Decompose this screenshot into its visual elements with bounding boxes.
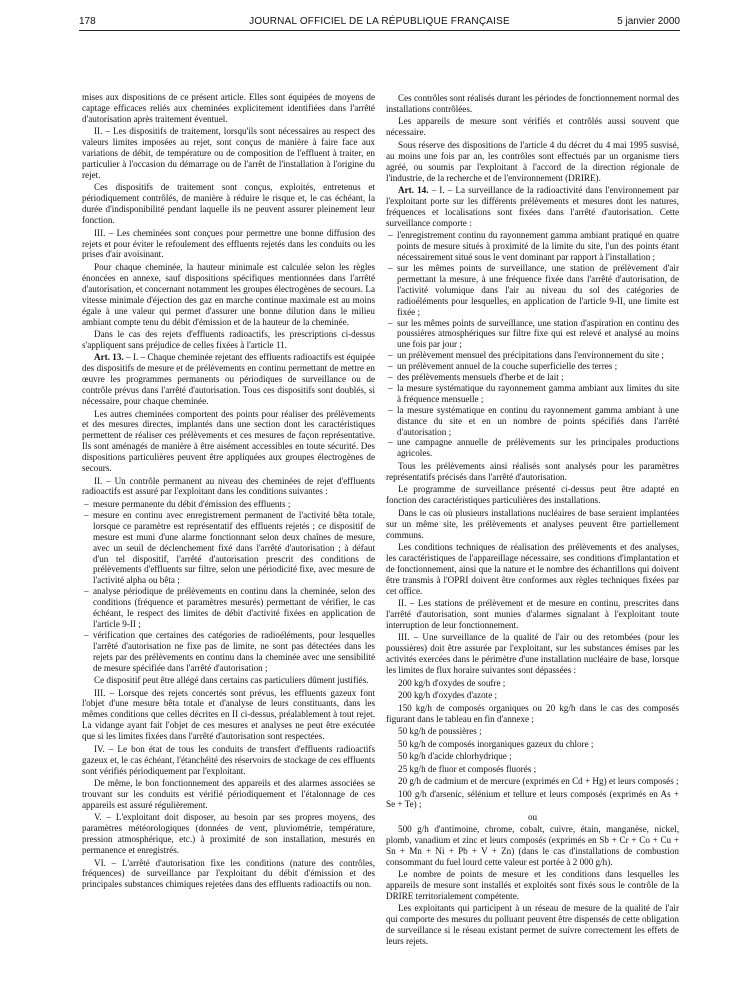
page-number: 178	[79, 16, 96, 27]
article-14-text: – I. – La surveillance de la radioactivité dans l'environnement par l'exploitant porte sur les différents prélèvements et mesures dont les natures, fréquences et localisations sont fixées dans l'arrêté d'autorisation. Cette surveillance comporte :	[386, 185, 679, 228]
list-item: – la mesure systématique du rayonnement gamma ambiant aux limites du site à fréquence mensuelle ;	[386, 383, 679, 405]
list-item: – mesure en continu avec enregistrement permanent de l'activité bêta totale, lorsque ce paramètre est représentatif des effluents rejetés ; ce dispositif de mesure est muni d'une alarme fonctionnant selon deux chaînes de mesure, avec un seuil de déclenchement fixé dans l'arrêté d'autorisation ; à défaut d'un tel dispositif, l'arrêté d'autorisation prescrit des conditions de prélèvements d'effluents sur filtre, selon une périodicité fixe, avec mesure de l'activité alpha ou bêta ;	[82, 510, 375, 586]
flux-limit: 200 kg/h d'oxydes d'azote ;	[398, 690, 498, 701]
conditions-list	[82, 499, 375, 674]
list-item: – un prélèvement mensuel des précipitations dans l'environnement du site ;	[386, 350, 679, 361]
list-item: – sur les mêmes points de surveillance, une station de prélèvement d'air permettant la mesure, à une fréquence fixée dans l'arrêté d'autorisation, de l'activité volumique dans l'air au niveau du sol des catégories de radioéléments pour lesquelles, en application de l'article 9-II, une limite est fixée ;	[386, 263, 679, 318]
article-14	[386, 185, 679, 229]
surveillance-list	[386, 230, 679, 459]
article-13-label: Art. 13.	[94, 352, 124, 363]
left-column	[82, 92, 375, 892]
list-item: – analyse périodique de prélèvements en continu dans la cheminée, selon des conditions (fréquence et paramètres mesurés) permettant de vérifier, le cas échéant, le respect des limites de débit d'activité fixées en application de l'article 9-II ;	[82, 586, 375, 630]
list-item: – une campagne annuelle de prélèvements sur les principales productions agricoles.	[386, 437, 679, 459]
paragraph: III. – Les cheminées sont conçues pour permettre une bonne diffusion des rejets et pour éviter le refoulement des effluents rejetés dans les conduits ou les prises d'air avoisinant.	[82, 227, 375, 260]
paragraph: Tous les prélèvements ainsi réalisés sont analysés pour les paramètres représentatifs précisés dans l'arrêté d'autorisation.	[386, 460, 679, 482]
paragraph: II. – Les dispositifs de traitement, lorsqu'ils sont nécessaires au respect des valeurs limites imposées au rejet, sont conçus de manière à faire face aux variations de débit, de température ou de composition de l'effluent à traiter, en particulier à l'occasion du démarrage ou de l'arrêt de l'installation à l'origine du rejet.	[82, 126, 375, 180]
paragraph: Les appareils de mesure sont vérifiés et contrôlés aussi souvent que nécessaire.	[386, 116, 679, 138]
article-14-label: Art. 14.	[398, 185, 429, 196]
list-item: – sur les mêmes points de surveillance, une station d'aspiration en continu des poussières atmosphériques sur filtre fixe qui est relevé et analysé au moins une fois par jour ;	[386, 318, 679, 351]
paragraph: Sous réserve des dispositions de l'article 4 du décret du 4 mai 1995 susvisé, au moins une fois par an, les contrôles sont effectués par un organisme tiers agréé, ou soumis par l'exploitant à l'accord de la direction régionale de l'industrie, de la recherche et de l'environnement (DRIRE).	[386, 139, 679, 183]
ou-separator: ou	[527, 811, 538, 822]
paragraph: V. – L'exploitant doit disposer, au besoin par ses propres moyens, des paramètres météorologiques (données de vent, pluviométrie, température, pression atmosphérique, etc.) à proximité de son installation, mesurés en permanence et enregistrés.	[82, 812, 375, 856]
list-item: – des prélèvements mensuels d'herbe et de lait ;	[386, 372, 679, 383]
flux-limit: 20 g/h de cadmium et de mercure (exprimés en Cd + Hg) et leurs composés ;	[398, 776, 679, 787]
list-item: – la mesure systématique en continu du rayonnement gamma ambiant à une distance du site et en un nombre de points spécifiés dans l'arrêté d'autorisation ;	[386, 405, 679, 438]
flux-limit: 200 kg/h d'oxydes de soufre ;	[398, 677, 506, 688]
page-header	[79, 14, 680, 31]
paragraph: VI. – L'arrêté d'autorisation fixe les conditions (nature des contrôles, fréquences) de surveillance par l'exploitant du débit d'émission et des principales substances chimiques rejetées dans des effluents radioactifs ou non.	[82, 857, 375, 890]
paragraph: II. – Les stations de prélèvement et de mesure en continu, prescrites dans l'arrêté d'autorisation, sont munies d'alarmes signalant à l'exploitant toute interruption de leur fonctionnement.	[386, 598, 679, 630]
list-item: – mesure permanente du débit d'émission des effluents ;	[82, 499, 375, 510]
paragraph: De même, le bon fonctionnement des appareils et des alarmes associées se trouvant sur les conduits est vérifié périodiquement et l'étalonnage de ces appareils est assuré régulièrement.	[82, 778, 375, 810]
flux-limit: 150 kg/h de composés organiques ou 20 kg/h dans le cas des composés figurant dans le tableau en fin d'annexe ;	[386, 702, 679, 724]
paragraph: Les exploitants qui participent à un réseau de mesure de la qualité de l'air qui comporte des mesures du polluant peuvent être dispensés de cette obligation de surveillance si le réseau existant permet de suivre correctement les effets de leurs rejets.	[386, 903, 679, 947]
paragraph: III. – Lorsque des rejets concertés sont prévus, les effluents gazeux font l'objet d'une mesure bêta totale et d'analyse de leurs constituants, dans les mêmes conditions que celles décrites en II ci-dessus, préalablement à tout rejet. La vidange ayant fait l'objet de ces mesures et analyses ne peut être exécutée que si les limites fixées dans l'arrêté d'autorisation sont respectées.	[82, 687, 375, 742]
article-13-text: – I. – Chaque cheminée rejetant des effluents radioactifs est équipée des dispositifs de mesure et de prélèvements en continu permettant de mettre en œuvre les programmes permanents ou périodiques de surveillance ou de contrôle prévus dans l'arrêté d'autorisation. Tous ces dispositifs sont doublés, si nécessaire, pour chaque cheminée.	[82, 352, 376, 407]
paragraph: II. – Un contrôle permanent au niveau des cheminées de rejet d'effluents radioactifs est assuré par l'exploitant dans les conditions suivantes :	[82, 475, 375, 497]
flux-limit: 50 kg/h d'acide chlorhydrique ;	[398, 751, 512, 762]
list-item: – vérification que certaines des catégories de radioéléments, pour lesquelles l'arrêté d'autorisation ne fixe pas de limite, ne sont pas détectées dans les rejets par des prélèvements en continu dans la cheminée avec une sensibilité de mesure spécifiée dans l'arrêté d'autorisation ;	[82, 630, 375, 674]
list-item: – l'enregistrement continu du rayonnement gamma ambiant pratiqué en quatre points de mesure situés à proximité de la limite du site, l'un des points étant nécessairement situé sous le vent dominant par rapport à l'installation ;	[386, 230, 679, 263]
flux-limit: 50 kg/h de poussières ;	[398, 726, 482, 737]
flux-limit: 100 g/h d'arsenic, sélénium et tellure et leurs composés (exprimés en As + Se + Te) ;	[386, 788, 679, 810]
paragraph: Ces contrôles sont réalisés durant les périodes de fonctionnement normal des installations contrôlées.	[386, 93, 679, 114]
flux-limit: 500 g/h d'antimoine, chrome, cobalt, cuivre, étain, manganèse, nickel, plomb, vanadium et zinc et leurs composés (exprimés en Sb + Cr + Co + Cu + Sn + Mn + Ni + Pb + V + Zn) (dans le cas d'installations de combustion consommant du fuel lourd cette valeur est portée à 2 000 g/h).	[386, 823, 679, 867]
list-item: – un prélèvement annuel de la couche superficielle des terres ;	[386, 361, 679, 372]
paragraph: Ces dispositifs de traitement sont conçus, exploités, entretenus et périodiquement contrôlés, de manière à réduire le risque et, le cas échéant, la durée d'indisponibilité pendant laquelle ils ne peuvent assurer pleinement leur fonction.	[82, 182, 375, 226]
paragraph: III. – Une surveillance de la qualité de l'air ou des retombées (pour les poussières) doit être assurée par l'exploitant, sur les substances émises par les activités exercées dans le périmètre d'une installation nucléaire de base, lorsque les limites de flux horaire suivantes sont dépassées :	[386, 632, 679, 676]
paragraph: Les conditions techniques de réalisation des prélèvements et des analyses, les caractéristiques de l'appareillage nécessaire, ses conditions d'implantation et de fonctionnement, ainsi que la nature et le nombre des échantillons qui doivent être transmis à l'OPRI doivent être conformes aux règles techniques fixées par cet office.	[386, 542, 679, 596]
paragraph: Pour chaque cheminée, la hauteur minimale est calculée selon les règles énoncées en annexe, sauf dispositions spécifiques mentionnées dans l'arrêté d'autorisation, et concernant notamment les groupes électrogènes de secours. La vitesse minimale d'éjection des gaz en marche continue maximale est au moins égale à une valeur qui permet d'assurer une bonne dilution dans le milieu ambiant compte tenu du débit d'émission et de la hauteur de la cheminée.	[82, 261, 375, 327]
paragraph: IV. – Le bon état de tous les conduits de transfert d'effluents radioactifs gazeux et, le cas échéant, l'étanchéité des réservoirs de stockage de ces effluents sont vérifiés périodiquement par l'exploitant.	[82, 743, 375, 776]
paragraph: Le nombre de points de mesure et les conditions dans lesquelles les appareils de mesure sont installés et exploités sont fixés sous le contrôle de la DRIRE territorialement compétente.	[386, 869, 679, 901]
issue-date: 5 janvier 2000	[617, 16, 680, 27]
flux-limit: 25 kg/h de fluor et composés fluorés ;	[398, 763, 537, 774]
paragraph: mises aux dispositions de ce présent article. Elles sont équipées de moyens de captage efficaces reliés aux cheminées explicitement identifiées dans l'arrêté d'autorisation après traitement éventuel.	[82, 92, 375, 124]
journal-title: JOURNAL OFFICIEL DE LA RÉPUBLIQUE FRANÇAISE	[249, 16, 510, 27]
paragraph: Dans le cas où plusieurs installations nucléaires de base seraient implantées sur un même site, les prélèvements et analyses peuvent être partiellement communs.	[386, 507, 679, 540]
paragraph: Dans le cas des rejets d'effluents radioactifs, les prescriptions ci-dessus s'appliquent sans préjudice de celles fixées à l'article 11.	[82, 329, 375, 350]
flux-limit: 50 kg/h de composés inorganiques gazeux du chlore ;	[398, 738, 594, 749]
right-column	[386, 93, 679, 949]
article-13	[82, 352, 375, 407]
paragraph: Le programme de surveillance présenté ci-dessus peut être adapté en fonction des caractéristiques particulières des installations.	[386, 484, 679, 506]
paragraph: Ce dispositif peut être allégé dans certains cas particuliers dûment justifiés.	[94, 675, 369, 686]
paragraph: Les autres cheminées comportent des points pour réaliser des prélèvements et des mesures directes, implantés dans une section dont les caractéristiques permettent de réaliser ces prélèvements et ces mesures de façon représentative. Ils sont aménagés de manière à être aisément accessibles en toute sécurité. Des dispositions particulières peuvent être appliquées aux groupes électrogènes de secours.	[82, 408, 375, 474]
